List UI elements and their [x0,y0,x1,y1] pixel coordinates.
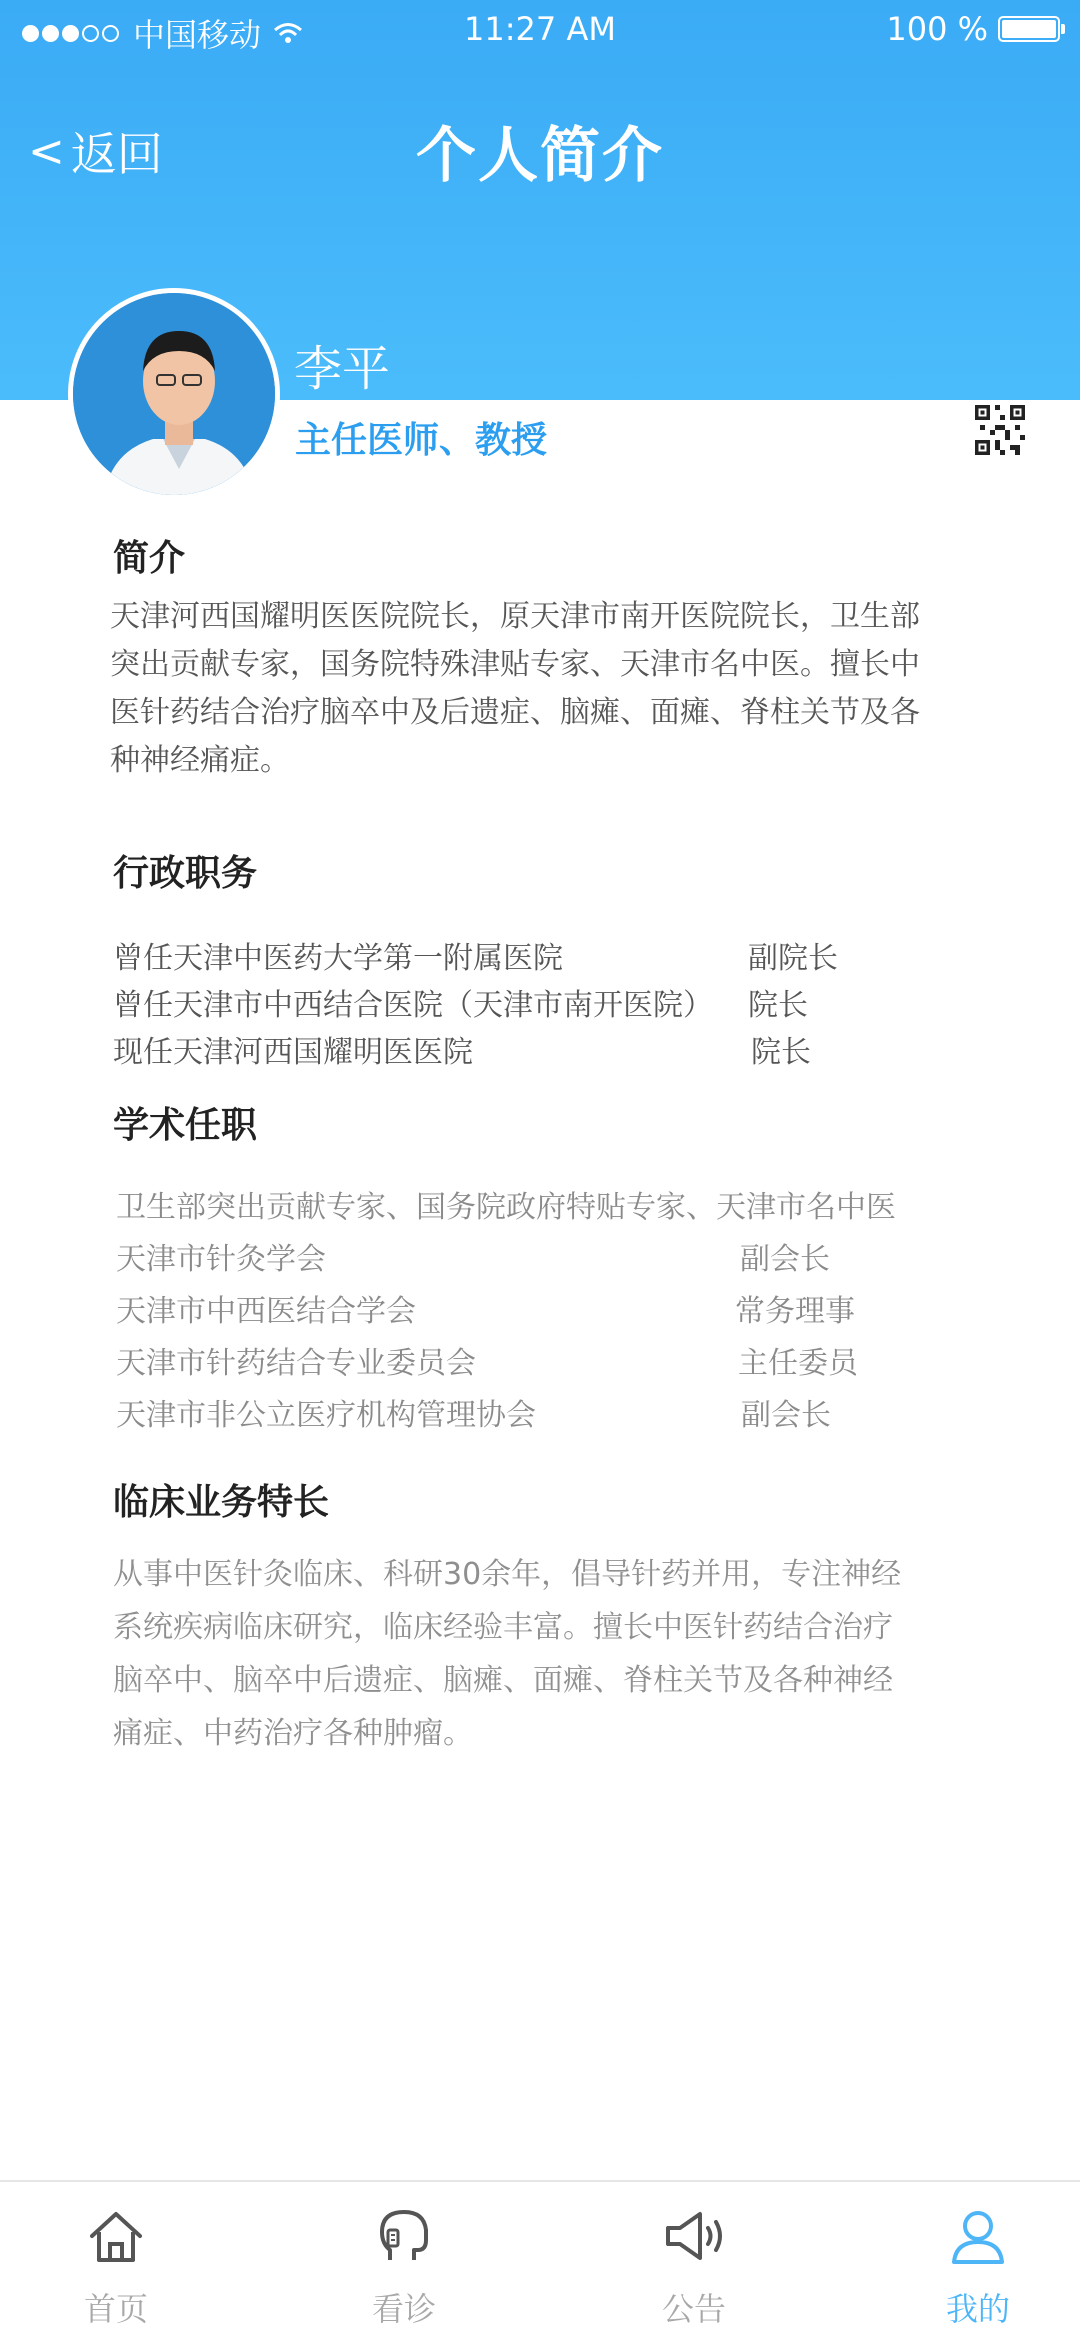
academic-role: 副会长 [740,1242,830,1277]
admin-org: 现任天津河西国耀明医医院 [113,1035,473,1070]
doctor-name: 李平 [294,341,391,397]
academic-heading: 学术任职 [113,1105,258,1146]
clinical-text [113,1548,953,1760]
admin-org: 曾任天津市中西结合医院（天津市南开医院） [113,988,713,1023]
status-right [886,10,1060,48]
academic-org: 天津市针灸学会 [116,1242,326,1277]
clinical-line: 脑卒中、脑卒中后遗症、脑瘫、面瘫、脊柱关节及各种神经 [113,1663,893,1698]
clinical-line: 系统疾病临床研究，临床经验丰富。擅长中医针药结合治疗 [113,1610,893,1645]
tab-mine[interactable] [908,2182,1048,2342]
intro-text [110,593,950,785]
academic-role: 主任委员 [738,1346,858,1381]
battery-icon [998,16,1060,42]
chevron-left-icon: < [28,125,65,177]
clinical-line: 痛症、中药治疗各种肿瘤。 [113,1716,473,1751]
carrier-label: 中国移动 [133,16,262,54]
back-label: 返回 [70,127,163,181]
status-bar [0,0,1080,60]
page-title: 个人简介 [416,121,664,191]
speaker-icon [664,2206,734,2266]
doctor-portrait-icon [73,293,280,500]
intro-line: 天津河西国耀明医医院院长，原天津市南开医院院长，卫生部 [110,599,920,634]
academic-org: 天津市非公立医疗机构管理协会 [116,1398,536,1433]
intro-heading: 简介 [113,538,186,579]
admin-role: 院长 [748,988,808,1023]
admin-role: 副院长 [748,941,838,976]
qr-code-icon[interactable] [975,405,1025,455]
user-icon [948,2206,1008,2266]
intro-line: 突出贡献专家，国务院特殊津贴专家、天津市名中医。擅长中 [110,647,920,682]
avatar [68,288,280,500]
admin-heading: 行政职务 [113,853,258,894]
tab-label: 我的 [945,2290,1010,2328]
academic-org: 天津市针药结合专业委员会 [116,1346,476,1381]
intro-line: 种神经痛症。 [110,743,290,778]
academic-role: 常务理事 [735,1294,855,1329]
clinical-line: 从事中医针灸临床、科研30余年，倡导针药并用，专注神经 [113,1557,902,1592]
tab-notice[interactable] [624,2182,764,2342]
consult-head-icon [374,2206,434,2266]
tab-home[interactable] [46,2182,186,2342]
academic-org: 卫生部突出贡献专家、国务院政府特贴专家、天津市名中医 [116,1190,896,1225]
academic-org: 天津市中西医结合学会 [116,1294,416,1329]
battery-percent: 100 % [886,10,988,48]
admin-org: 曾任天津中医药大学第一附属医院 [113,941,563,976]
academic-role: 副会长 [741,1398,831,1433]
clinical-heading: 临床业务特长 [113,1482,330,1523]
doctor-title: 主任医师、教授 [295,420,548,461]
clock: 11:27 AM [464,10,616,48]
tab-label: 首页 [83,2290,148,2328]
admin-role: 院长 [751,1035,811,1070]
home-icon [86,2206,146,2266]
tab-bar [0,2180,1080,2342]
intro-line: 医针药结合治疗脑卒中及后遗症、脑瘫、面瘫、脊柱关节及各 [110,695,920,730]
tab-label: 公告 [661,2290,726,2328]
tab-consult[interactable] [334,2182,474,2342]
tab-label: 看诊 [371,2290,436,2328]
